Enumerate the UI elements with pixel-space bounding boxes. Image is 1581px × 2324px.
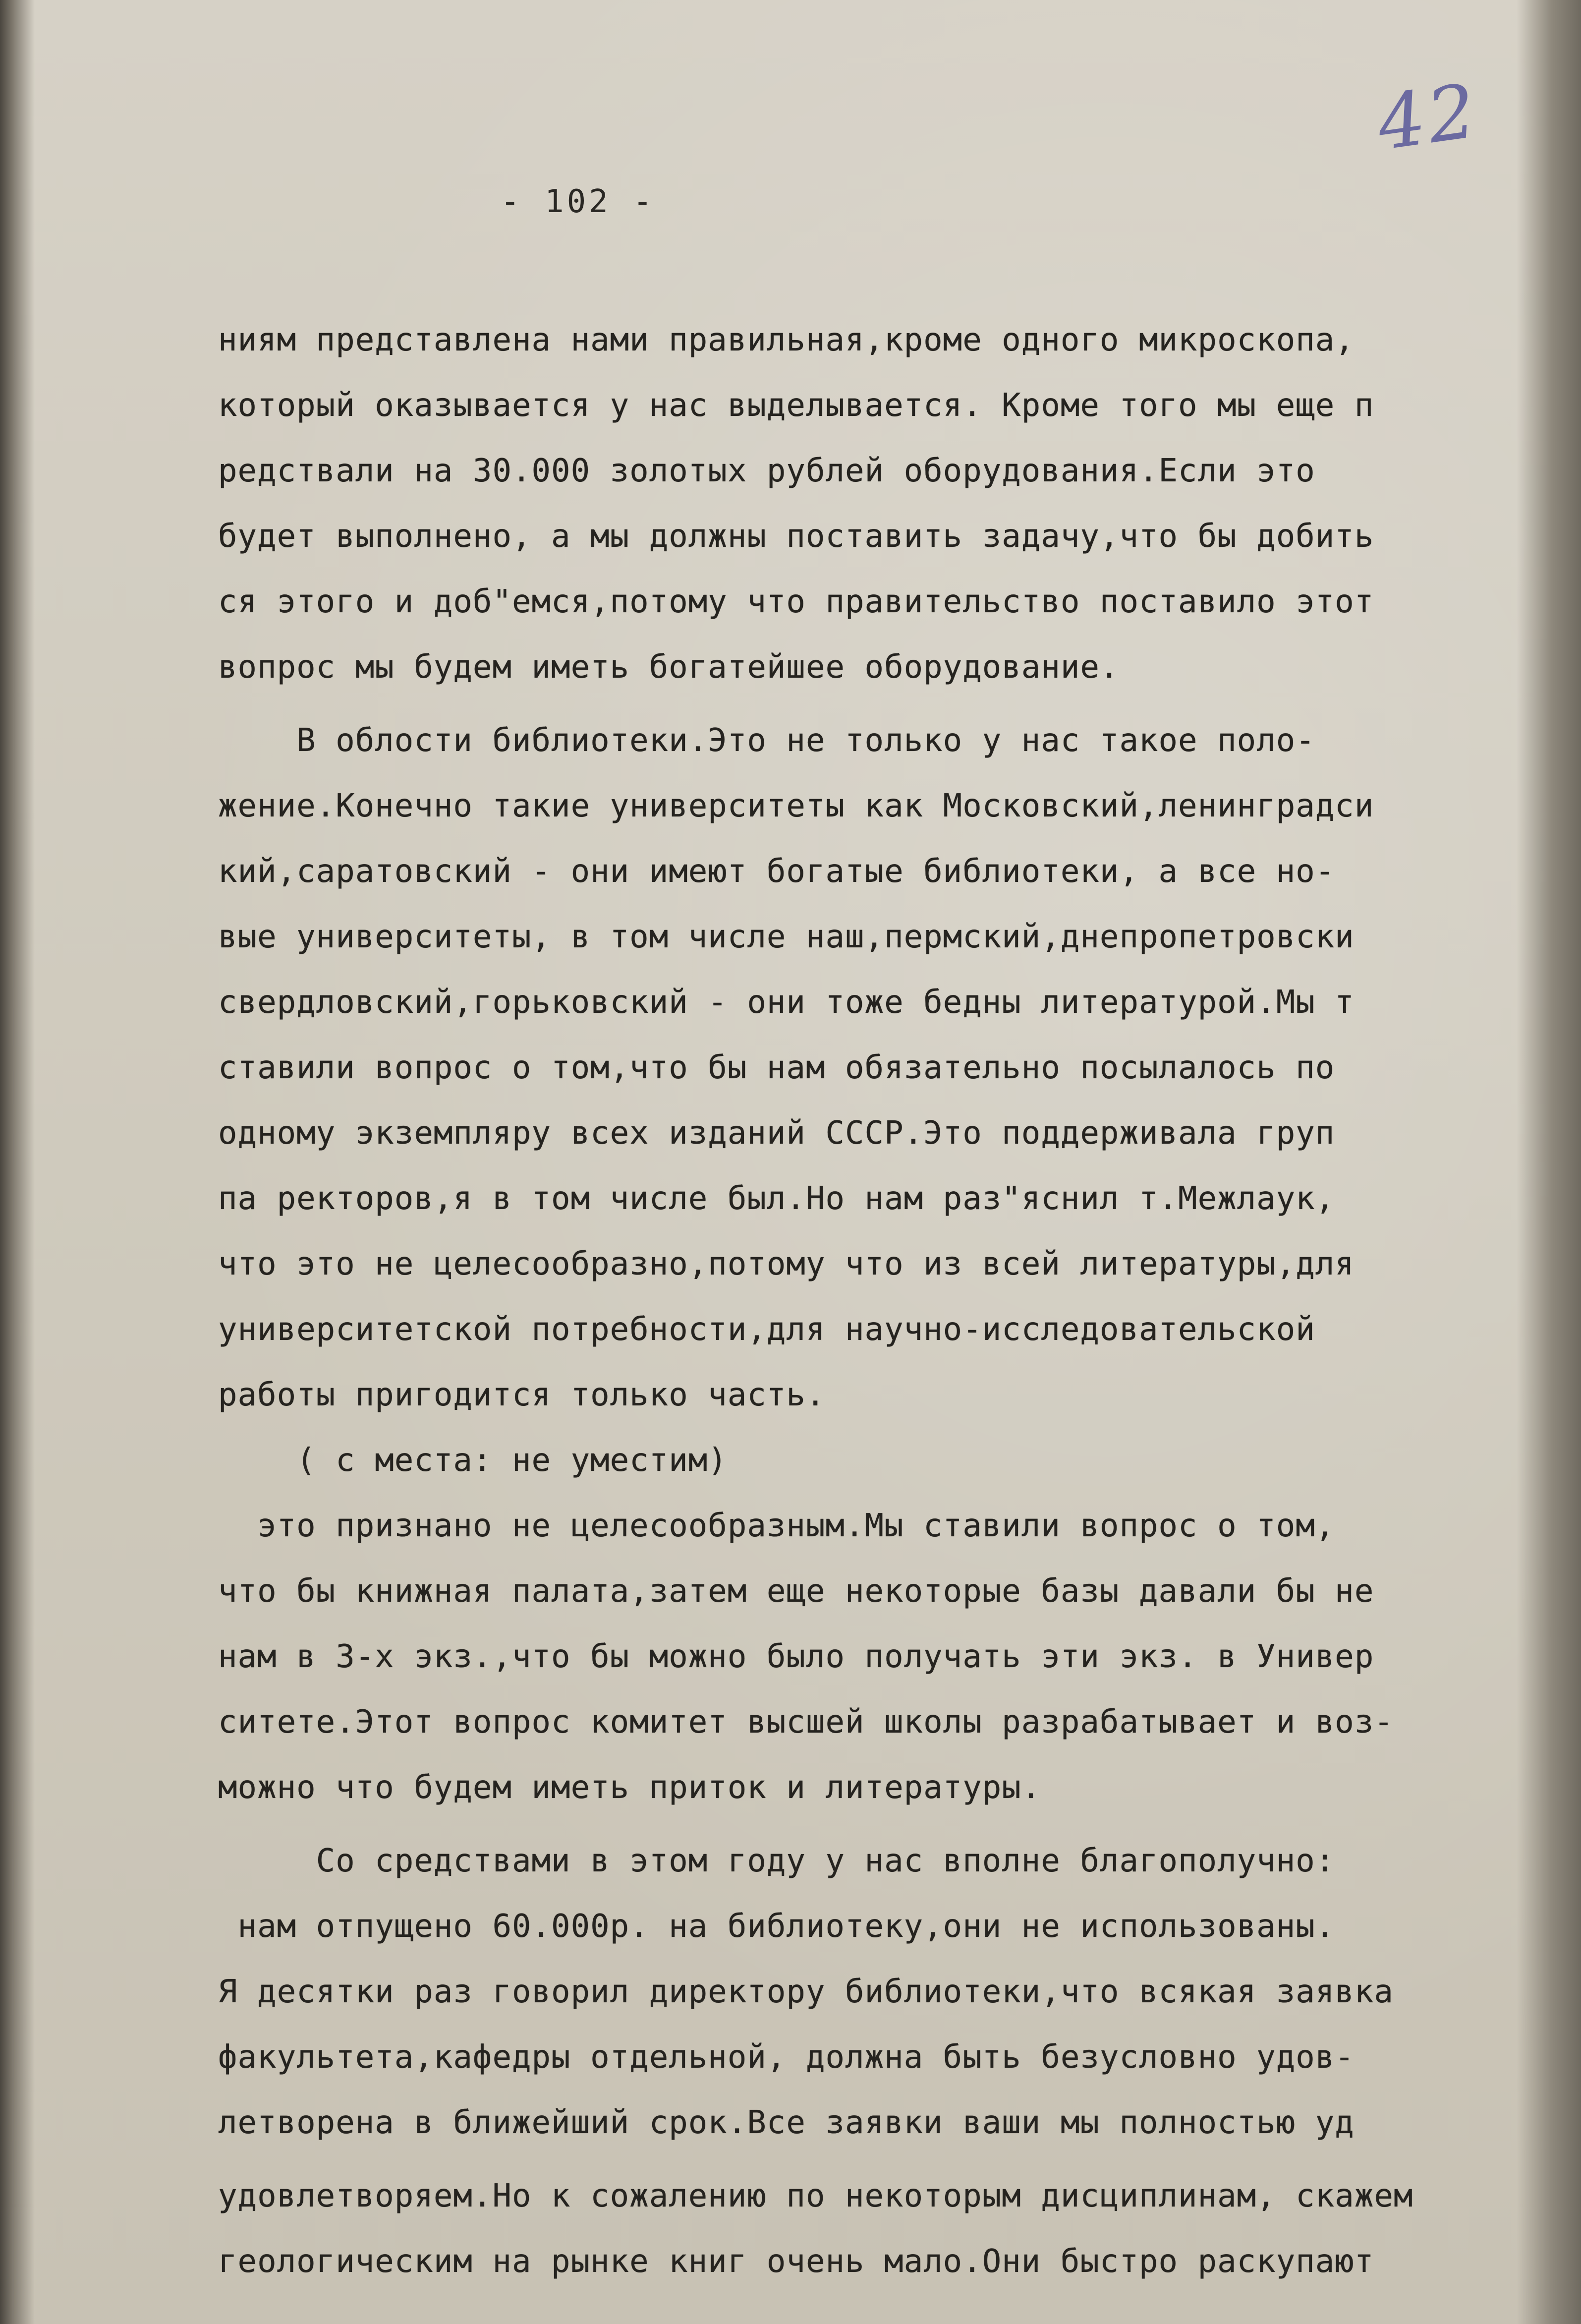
text-line: что бы книжная палата,затем еще некоторые базы давали бы не (218, 1573, 1374, 1610)
text-line: кий,саратовский - они имеют богатые библиотеки, а все но- (218, 853, 1335, 890)
text-line: ставили вопрос о том,что бы нам обязательно посылалось по (218, 1049, 1335, 1086)
text-line: университетской потребности,для научно-исследовательской (218, 1311, 1315, 1348)
text-line: будет выполнено, а мы должны поставить задачу,что бы добить (218, 518, 1374, 555)
typed-text-body (218, 307, 1507, 2294)
text-line: удовлетворяем.Но к сожалению по некоторым дисциплинам, скажем (218, 2178, 1413, 2214)
page-number: - 102 - (501, 183, 655, 220)
text-line: ся этого и доб"емся,потому что правительство поставило этот (218, 583, 1374, 620)
page-edge-shadow (1517, 0, 1581, 2324)
text-line: жение.Конечно такие университеты как Московский,ленинградси (218, 788, 1374, 824)
text-line: ситете.Этот вопрос комитет высшей школы разрабатывает и воз- (218, 1704, 1394, 1741)
text-line: вопрос мы будем иметь богатейшее оборудование. (218, 649, 1120, 686)
text-line: работы пригодится только часть. (218, 1377, 826, 1413)
text-line: ( с места: не уместим) (218, 1442, 728, 1479)
text-line: свердловский,горьковский - они тоже бедны литературой.Мы т (218, 984, 1355, 1021)
text-line: нам отпущено 60.000р. на библиотеку,они не использованы. (218, 1908, 1335, 1945)
text-line: одному экземпляру всех изданий СССР.Это поддерживала груп (218, 1115, 1335, 1152)
text-line: геологическим на рынке книг очень мало.Они быстро раскупают (218, 2243, 1374, 2280)
text-line: это признано не целесообразным.Мы ставили вопрос о том, (218, 1508, 1335, 1544)
binding-shadow (0, 0, 35, 2324)
text-line: который оказывается у нас выделывается. Кроме того мы еще п (218, 387, 1374, 424)
text-line: В облости библиотеки.Это не только у нас такое поло- (218, 722, 1315, 759)
text-line: па ректоров,я в том числе был.Но нам раз"яснил т.Межлаук, (218, 1180, 1335, 1217)
text-line: можно что будем иметь приток и литературы. (218, 1769, 1041, 1806)
text-line: нам в 3-х экз.,что бы можно было получать эти экз. в Универ (218, 1638, 1374, 1675)
text-line: ниям представлена нами правильная,кроме одного микроскопа, (218, 322, 1355, 358)
text-line: что это не целесообразно,потому что из всей литературы,для (218, 1246, 1355, 1282)
archive-page-number: 42 (1372, 67, 1484, 168)
text-line: Со средствами в этом году у нас вполне благополучно: (218, 1843, 1335, 1879)
text-line: вые университеты, в том числе наш,пермский,днепропетровски (218, 919, 1355, 955)
text-line: факультета,кафедры отдельной, должна быть безусловно удов- (218, 2039, 1355, 2076)
text-line: Я десятки раз говорил директору библиотеки,что всякая заявка (218, 1974, 1394, 2010)
text-line: летворена в ближейший срок.Все заявки ваши мы полностью уд (218, 2104, 1355, 2141)
text-line: редствали на 30.000 золотых рублей оборудования.Если это (218, 453, 1315, 489)
